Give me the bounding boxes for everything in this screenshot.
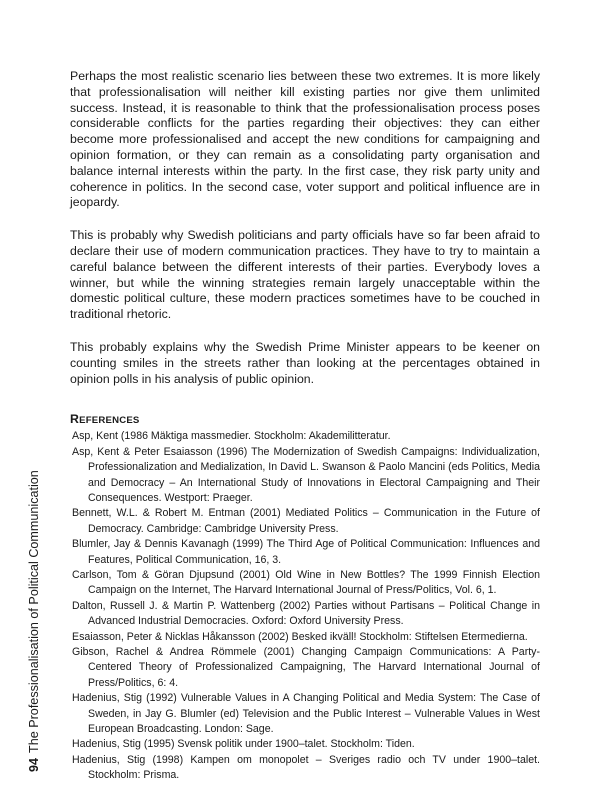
running-head	[26, 472, 42, 772]
reference-item: Hadenius, Stig (1995) Svensk politik under 1900–talet. Stockholm: Tiden.	[72, 738, 415, 751]
references-heading-rest: EFERENCES	[79, 415, 140, 427]
page-number: 94	[27, 757, 41, 772]
reference-item: Carlson, Tom & Göran Djupsund (2001) Old Wine in New Bottles? The 1999 Finnish Election Campaign on the Internet, The Harvard International Journal of Press/Politics, Vol. 6, 1.	[72, 569, 540, 597]
references-heading-initial: R	[70, 412, 80, 427]
running-head-title: The Professionalisation of Political Communication	[27, 470, 41, 753]
body-paragraph: This probably explains why the Swedish Prime Minister appears to be keener on counting smiles in the streets rather than looking at the percentages obtained in opinion polls in his analysis of public opinion.	[70, 339, 540, 386]
reference-item: Asp, Kent & Peter Esaiasson (1996) The Modernization of Swedish Campaigns: Individualization, Professionalization and Medialization, In David L. Swanson & Paolo Mancini (eds Politics, Media and Democracy – An International Study of Innovations in Electoral Campaigning and Their Consequences. Westport: Praeger.	[72, 445, 540, 504]
body-paragraph: This is probably why Swedish politicians and party officials have so far been afraid to declare their use of modern communication practices. They have to try to maintain a careful balance between the different interests of their parties. Everybody loves a winner, but while the winning strategies remain largely unacceptable within the domestic political culture, these modern practices sometimes have to be couched in traditional rhetoric.	[70, 228, 540, 322]
reference-item: Hadenius, Stig (1992) Vulnerable Values in A Changing Political and Media System: The Case of Sweden, in Jay G. Blumler (ed) Television and the Public Interest – Vulnerable Values in West European Broadcasting. London: Sage.	[72, 692, 540, 736]
reference-item: Asp, Kent (1986 Mäktiga massmedier. Stockholm: Akademilitteratur.	[72, 430, 391, 443]
reference-item: Esaiasson, Peter & Nicklas Håkansson (2002) Besked ikväll! Stockholm: Stiftelsen Etermedierna.	[72, 630, 528, 643]
references-heading	[70, 412, 540, 426]
reference-item: Bennett, W.L. & Robert M. Entman (2001) Mediated Politics – Communication in the Future of Democracy. Cambridge: Cambridge University Press.	[72, 507, 540, 535]
reference-item: Hadenius, Stig (1998) Kampen om monopolet – Sveriges radio och TV under 1900–talet. Stockholm: Prisma.	[72, 753, 540, 782]
reference-item: Gibson, Rachel & Andrea Römmele (2001) Changing Campaign Communications: A Party-Centered Theory of Professionalized Campaigning, The Harvard International Journal of Press/Politics, 6: 4.	[72, 646, 540, 689]
reference-item: Dalton, Russell J. & Martin P. Wattenberg (2002) Parties without Partisans – Political Change in Advanced Industrial Democracies. Oxford: Oxford University Press.	[72, 599, 540, 628]
reference-list	[70, 429, 540, 783]
reference-item: Blumler, Jay & Dennis Kavanagh (1999) The Third Age of Political Communication: Influences and Features, Political Communication, 16, 3.	[72, 538, 540, 566]
body-paragraph: Perhaps the most realistic scenario lies between these two extremes. It is more likely that professionalisation will neither kill existing parties nor give them unlimited success. Instead, it is reasonable to think that the professionalisation process poses considerable conflicts for the parties regarding their objectives: they can either become more professionalised and accept the new conditions for campaigning and opinion formation, or they can remain as a consolidating party organisation and balance internal interests within the party. In the first case, they risk party unity and coherence in politics. In the second case, voter support and political influence are in jeopardy.	[70, 69, 540, 210]
main-text-column	[70, 69, 540, 784]
